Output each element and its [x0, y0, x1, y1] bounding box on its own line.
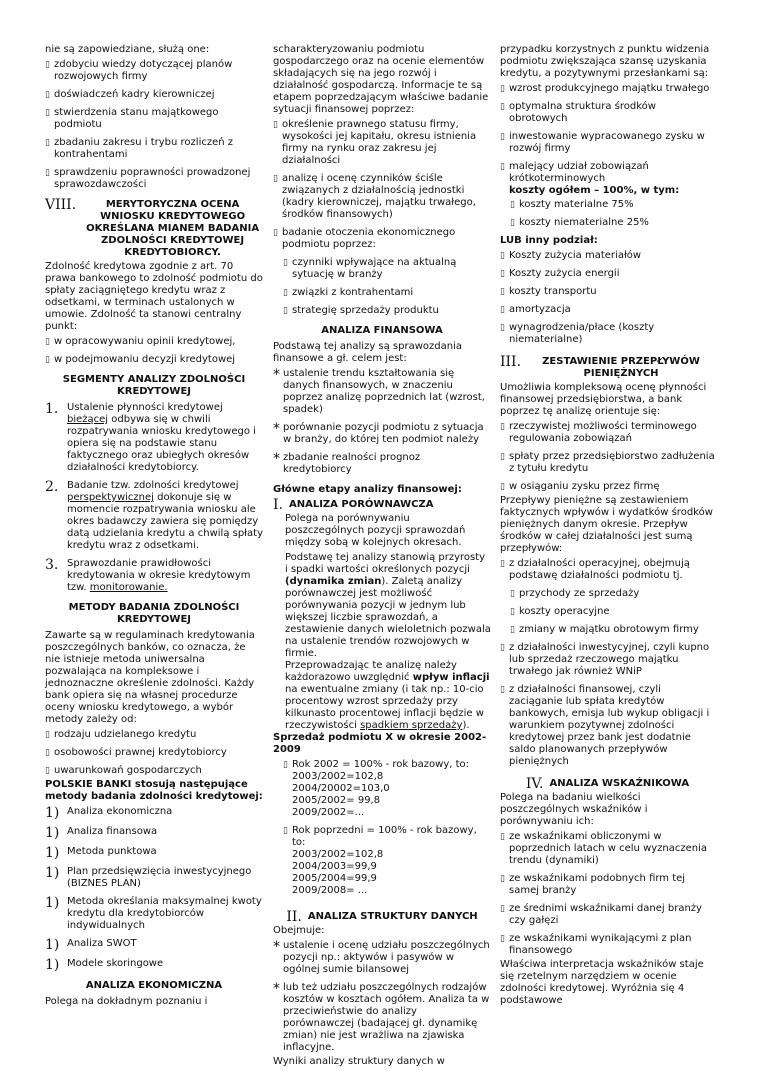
list-item: ▯ ze średnimi wskaźnikami danej branży czy gałęzi — [500, 903, 702, 926]
asterisk-icon: * — [273, 367, 280, 383]
method-item: 1) Metoda określania maksymalnej kwoty kredytu dla kredytobiorców indywidualnych — [45, 895, 262, 931]
list-item: ▯ analizę i ocenę czynników ściśle związanych z działalnością jednostki (kadry kierowniczej, majątku trwałego, środków finansowych) — [273, 173, 476, 220]
star-item: * zbadanie realności prognoz kredytobiorcy — [273, 451, 421, 475]
star-item: * ustalenie trendu kształtowania się danych finansowych, w znaczeniu poprzez analizę poprzednich lat (wzrost, spadek) — [273, 367, 485, 415]
box-icon: ▯ — [283, 288, 288, 298]
box-icon: ▯ — [45, 355, 50, 365]
box-icon: ▯ — [283, 306, 288, 316]
section-3-text: Umożliwia kompleksową ocenę płynności finansowej przedsiębiorstwa, a bank poprzez tę analizę orientuje się: — [500, 382, 707, 417]
box-icon: ▯ — [45, 748, 50, 758]
box-icon: ▯ — [45, 60, 50, 70]
section-2-text: Obejmuje: — [273, 925, 325, 936]
box-icon: ▯ — [500, 904, 505, 914]
economic-analysis-text: Polega na dokładnym poznaniu i — [45, 996, 208, 1007]
column-1 — [45, 44, 263, 1011]
box-icon: ▯ — [500, 832, 505, 842]
sub-list-item: ▯ przychody ze sprzedaży — [510, 588, 640, 599]
col3-top-text: przypadku korzystnych z punktu widzenia podmiotu zwiększająca szansę uzyskania kredytu, a pozytywnymi przesłankami są: — [500, 44, 710, 79]
section-title: MERYTORYCZNA OCENA WNIOSKU KREDYTOWEGO OKREŚLANA MIANEM BADANIA ZDOLNOŚCI KREDYTOWEJ KREDYTOBIORCY. — [86, 199, 260, 258]
box-icon: ▯ — [500, 305, 505, 315]
list-item: ▯ koszty transportu — [500, 286, 597, 297]
box-icon: ▯ — [45, 138, 50, 148]
list-item: ▯ spłaty przez przedsiębiorstwo zadłużenia z tytułu kredytu — [500, 451, 715, 474]
list-item: ▯ wynagrodzenia/płace (koszty niematerialne) — [500, 322, 655, 345]
intro-list — [45, 59, 263, 191]
box-icon: ▯ — [500, 685, 505, 695]
box-icon: ▯ — [283, 760, 288, 770]
method-item: 1) Metoda punktowa — [45, 845, 157, 861]
banks-heading: POLSKIE BANKI stosują następujące metody badania zdolności kredytowej: — [45, 779, 263, 802]
numbered-item: 1. Ustalenie płynności kredytowej bieżącej odbywa się w chwili rozpatrywania wniosku kredytowego i opiera się na podstawie stanu faktycznego oraz ubiegłych okresów działalności kredytobiorcy. — [45, 401, 256, 473]
previous-year-block: ▯ Rok poprzedni = 100% - rok bazowy, to: 2003/2002=102,8 2004/2003=99,9 2005/2004=99,9 2009/2008= ... — [283, 825, 477, 896]
box-icon: ▯ — [500, 84, 505, 94]
list-item: ▯ rzeczywistej możliwości terminowego regulowania zobowiązań — [500, 421, 697, 444]
box-icon: ▯ — [273, 228, 278, 238]
method-item: 1) Analiza SWOT — [45, 937, 137, 953]
numbered-item: 2. Badanie tzw. zdolności kredytowej perspektywicznej dokonuje się w momencie rozpatrywania wniosku ale okres badawczy zawiera się pomiędzy datą udzielania kredytu a chwilą spłaty kredytu wraz z odsetkami. — [45, 479, 263, 551]
sub-list-item: ▯ strategię sprzedaży produktu — [283, 305, 439, 316]
box-icon: ▯ — [500, 482, 505, 492]
list-item: ▯ Koszty zużycia materiałów — [500, 250, 642, 261]
numbered-item: 3. Sprawozdanie prawidłowości kredytowania w okresie kredytowym tzw. monitorowanie. — [45, 557, 251, 593]
asterisk-icon: * — [273, 451, 280, 467]
box-icon: ▯ — [500, 452, 505, 462]
sub-list-item: ▯ koszty materialne 75% — [510, 199, 634, 210]
method-item: 1) Analiza finansowa — [45, 825, 158, 841]
costs-heading: koszty ogółem – 100%, w tym: — [509, 185, 680, 196]
box-icon: ▯ — [45, 168, 50, 178]
segments-heading: SEGMENTY ANALIZY ZDOLNOŚCI KREDYTOWEJ — [62, 374, 246, 397]
box-icon: ▯ — [500, 287, 505, 297]
box-icon: ▯ — [500, 102, 505, 112]
box-icon: ▯ — [500, 251, 505, 261]
section-3-text-2: Przepływy pieniężne są zestawieniem faktycznych wpływów i wydatków środków pieniężnych danym okresie. Przepływ środków w całej działalności jest sumą przepływów: — [500, 495, 713, 554]
sub-list-item: ▯ zmiany w majątku obrotowym firmy — [510, 624, 699, 635]
list-item: ▯ określenie prawnego statusu firmy, wysokości jej kapitału, okresu istnienia firmy na rynku oraz zakresu jej działalności — [273, 119, 477, 166]
star-item: * lub też udziału poszczególnych rodzajów kosztów w kosztach ogółem. Analiza ta w przeciwieństwie do analizy porównawczej (badającej gł. dynamikę zmian) nie jest wrażliwa na zjawiska inflacyjne. — [273, 981, 490, 1053]
lub-heading: LUB inny podział: — [500, 235, 598, 246]
list-item: ▯ stwierdzenia stanu majątkowego podmiotu — [45, 107, 219, 130]
list-item: ▯ uwarunkowań gospodarczych — [45, 765, 202, 776]
sales-heading: Sprzedaż podmiotu X w okresie 2002-2009 — [273, 732, 487, 755]
list-item: ▯ amortyzacja — [500, 304, 571, 315]
base-year-block: ▯ Rok 2002 = 100% - rok bazowy, to: 2003/2002=102,8 2004/20002=103,0 2005/2002= 99,8 2009/2002=... — [283, 759, 470, 818]
column-2 — [273, 44, 491, 1071]
box-icon: ▯ — [45, 337, 50, 347]
list-item: ▯ z działalności inwestycyjnej, czyli kupno lub sprzedaż rzeczowego majątku trwałego jak również WNiP — [500, 642, 710, 677]
sub-list-item: ▯ związki z kontrahentami — [283, 287, 414, 298]
box-icon: ▯ — [45, 90, 50, 100]
list-item: ▯ wzrost produkcyjnego majątku trwałego — [500, 83, 710, 94]
list-item: ▯ w podejmowaniu decyzji kredytowej — [45, 354, 236, 365]
list-item: ▯ doświadczeń kadry kierowniczej — [45, 89, 215, 100]
section-2-end: Wyniki analizy struktury danych w — [273, 1056, 445, 1067]
box-icon: ▯ — [500, 162, 505, 172]
section-4-text: Polega na badaniu wielkości poszczególnych wskaźników i porównywaniu ich: — [500, 792, 648, 827]
method-item: 1) Modele skoringowe — [45, 957, 164, 973]
section-2-heading: II. ANALIZA STRUKTURY DANYCH — [286, 909, 478, 925]
box-icon: ▯ — [273, 120, 278, 130]
list-item: ▯ z działalności operacyjnej, obejmują podstawę działalności podmiotu tj. — [500, 558, 690, 581]
list-item: ▯ zdobyciu wiedzy dotyczącej planów rozwojowych firmy — [45, 59, 233, 82]
list-item: ▯ sprawdzeniu poprawności prowadzonej sprawozdawczości — [45, 167, 251, 190]
box-icon: ▯ — [510, 200, 515, 210]
col2-top-text: scharakteryzowaniu podmiotu gospodarczego oraz na ocenie elementów składających się na jego rozwój i działalność gospodarczą. Informacje te są etapem poprzedzającym właściwe badanie sytuacji finansowej poprzez: — [273, 44, 489, 115]
list-item: ▯ optymalna struktura środków obrotowych — [500, 101, 656, 124]
section-4-end: Właściwa interpretacja wskaźników staje się rzetelnym narzędziem w ocenie zdolności kredytowej. Wyróżnia się 4 podstawowe — [500, 959, 704, 1006]
list-item: ▯ w opracowywaniu opinii kredytowej, — [45, 336, 236, 347]
section-1-body: Polega na porównywaniu poszczególnych pozycji sprawozdań między sobą w kolejnych okresach. Podstawę tej analizy stanowią przyrosty i spadki wartości określonych pozycji (dynamika zmian). Zaletą analizy porównawczej jest możliwość porównywania pozycji w jednym lub większej liczbie sprawozdań, a zestawienie danych wieloletnich pozwala na ustalenie trendów rozwojowych w firmie. Przeprowadzając te analizę należy każdorazowo uwzględnić wpływ inflacji na ewentualne zmiany (i tak np.: 10-cio procentowy wzrost sprzedaży przy kilkunasto procentowej inflacji będzie w rzeczywistości spadkiem sprzedaży). — [285, 513, 491, 731]
item-number: 3. — [45, 557, 59, 573]
list-item: ▯ inwestowanie wypracowanego zysku w rozwój firmy — [500, 131, 705, 154]
sub-list-item: ▯ koszty niematerialne 25% — [510, 217, 649, 228]
box-icon: ▯ — [510, 625, 515, 635]
box-icon: ▯ — [500, 269, 505, 279]
box-icon: ▯ — [500, 132, 505, 142]
section-4-heading: IV. ANALIZA WSKAŹNIKOWA — [525, 776, 690, 792]
box-icon: ▯ — [510, 607, 515, 617]
methods-text: Zawarte są w regulaminach kredytowania poszczególnych banków, co oznacza, że nie istnieje metoda uniwersalna pozwalająca na kompleksowe i jednoznaczne określenie zdolności. Każdy bank opiera się na własnej procedurze oceny wniosku kredytowego, a wybór metody zależy od: — [45, 630, 255, 725]
asterisk-icon: * — [273, 981, 280, 997]
section-1-heading: I. ANALIZA PORÓWNAWCZA — [273, 497, 434, 513]
box-icon: ▯ — [500, 643, 505, 653]
economic-analysis-heading: ANALIZA EKONOMICZNA — [85, 980, 223, 991]
star-item: * ustalenie i ocenę udziału poszczególnych pozycji np.: aktywów i pasywów w ogólnej sumie bilansowej — [273, 939, 490, 975]
box-icon: ▯ — [283, 826, 288, 836]
item-number: 1. — [45, 401, 59, 417]
list-item: ▯ ze wskaźnikami wynikającymi z plan finansowego — [500, 933, 692, 956]
box-icon: ▯ — [510, 218, 515, 228]
asterisk-icon: * — [273, 939, 280, 955]
box-icon: ▯ — [500, 323, 505, 333]
box-icon: ▯ — [500, 559, 505, 569]
list-item: ▯ w osiąganiu zysku przez firmę — [500, 481, 660, 492]
list-item: ▯ zbadaniu zakresu i trybu rozliczeń z kontrahentami — [45, 137, 234, 160]
box-icon: ▯ — [283, 258, 288, 268]
sub-list-item: ▯ koszty operacyjne — [510, 606, 610, 617]
financial-analysis-heading: ANALIZA FINANSOWA — [321, 325, 443, 336]
col1-intro: nie są zapowiedziane, służą one: — [45, 44, 210, 55]
box-icon: ▯ — [45, 730, 50, 740]
stages-heading: Główne etapy analizy finansowej: — [273, 484, 462, 495]
method-item: 1) Plan przedsięwzięcia inwestycyjnego (BIZNES PLAN) — [45, 865, 252, 889]
financial-analysis-text: Podstawą tej analizy są sprawozdania finansowe a gł. celem jest: — [273, 341, 462, 364]
box-icon: ▯ — [45, 766, 50, 776]
list-item: ▯ malejący udział zobowiązań krótkoterminowych koszty ogółem – 100%, w tym: — [500, 161, 680, 196]
box-icon: ▯ — [510, 589, 515, 599]
item-number: 2. — [45, 479, 59, 495]
sec8-text: Zdolność kredytowa zgodnie z art. 70 prawa bankowego to zdolność podmiotu do spłaty zaciągniętego kredytu wraz z odsetkami, w terminach ustalonych w umowie. Zdolność ta stanowi centralny punkt: — [45, 261, 263, 332]
methods-list — [45, 806, 263, 972]
section-8-heading — [45, 199, 263, 259]
box-icon: ▯ — [500, 422, 505, 432]
list-item: ▯ badanie otoczenia ekonomicznego podmiotu poprzez: — [273, 227, 456, 250]
sub-list-item: ▯ czynniki wpływające na aktualną sytuację w branży — [283, 257, 457, 280]
list-item: ▯ ze wskaźnikami obliczonymi w poprzednich latach w celu wyznaczenia trendu (dynamiki) — [500, 831, 708, 866]
asterisk-icon: * — [273, 421, 280, 437]
list-item: ▯ ze wskaźnikami podobnych firm tej samej branży — [500, 873, 686, 896]
methods-heading: METODY BADANIA ZDOLNOŚCI KREDYTOWEJ — [68, 602, 240, 625]
box-icon: ▯ — [500, 934, 505, 944]
column-3 — [500, 44, 715, 1010]
section-number: VIII. — [45, 197, 77, 213]
method-item: 1) Analiza ekonomiczna — [45, 805, 173, 821]
box-icon: ▯ — [500, 874, 505, 884]
section-3-heading: III. ZESTAWIENIE PRZEPŁYWÓW PIENIĘŻNYCH — [500, 354, 700, 379]
box-icon: ▯ — [273, 174, 278, 184]
list-item: ▯ rodzaju udzielanego kredytu — [45, 729, 197, 740]
list-item: ▯ osobowości prawnej kredytobiorcy — [45, 747, 227, 758]
list-item: ▯ Koszty zużycia energii — [500, 268, 620, 279]
star-item: * porównanie pozycji podmiotu z sytuacja w branży, do której ten podmiot należy — [273, 421, 484, 445]
box-icon: ▯ — [45, 108, 50, 118]
list-item: ▯ z działalności finansowej, czyli zaciąganie lub spłata kredytów bankowych, emisja lub wykup obligacji i warunkiem pozytywnej zdolności kredytowej przez bank jest dodatnie saldo planowanych przepływów pieniężnych — [500, 684, 710, 767]
